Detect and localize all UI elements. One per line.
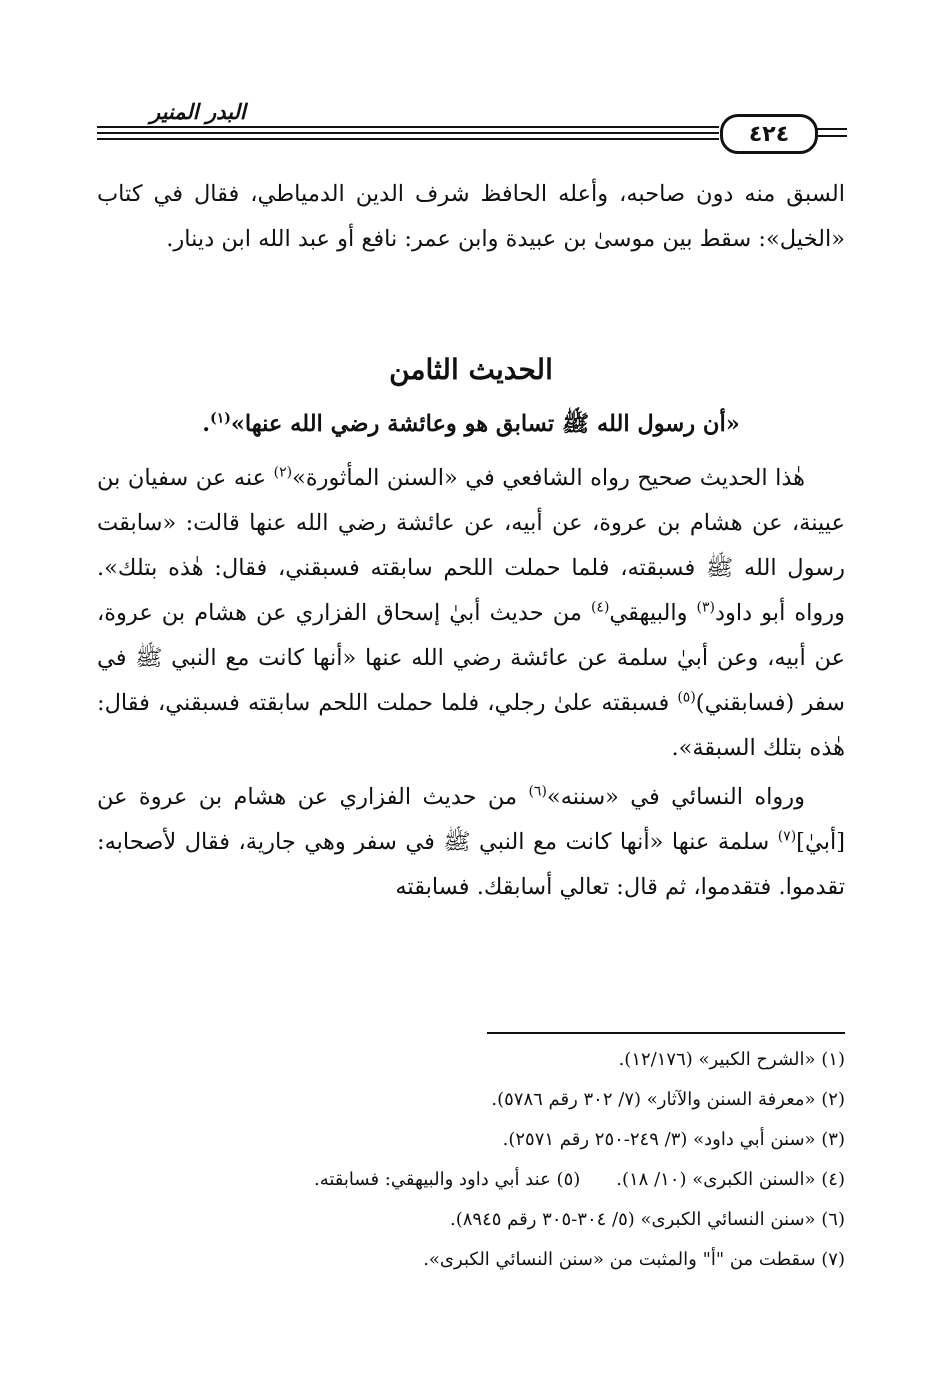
paragraph-2 (97, 775, 845, 910)
text-segment: عنه عن سفيان بن عيينة، عن هشام بن عروة، عن أبيه، عن عائشة رضي الله عنها قالت: «سابقت رسول الله ﷺ فسبقته، فلما حملت اللحم سابقته فسبقني، فقال: هٰذه بتلك». ورواه أبو داود (97, 465, 846, 626)
quote-end: . (202, 411, 211, 437)
footnote-4: (٤) «السنن الكبرى» (١٠/ ١٨). (616, 1169, 845, 1190)
main-text (97, 456, 845, 910)
quote-text: «أن رسول الله ﷺ تسابق هو وعائشة رضي الله عنها» (230, 411, 740, 437)
header-rule-right-bottom (815, 135, 847, 137)
footnote-ref-3: (٣) (696, 599, 715, 616)
footnote-ref-6: (٦) (528, 783, 547, 800)
hadith-quote (97, 402, 845, 447)
text-segment: سلمة عنها «أنها كانت مع النبي ﷺ في سفر وهي جارية، فقال لأصحابه: تقدموا. فتقدموا، ثم قال: تعالي أسابقك. فسابقته (97, 829, 845, 900)
text-segment: من حديث أبيٰ إسحاق الفزاري عن هشام بن عروة، عن أبيه، وعن أبيٰ سلمة عن عائشة رضي الله عنها «أنها كانت مع النبي ﷺ في سفر (فسابقني) (97, 600, 845, 716)
footnotes (97, 1040, 845, 1280)
footnote-6: (٦) «سنن النسائي الكبرى» (٥/ ٣٠٤-٣٠٥ رقم ٨٩٤٥). (450, 1209, 845, 1230)
footnote-row-4-5 (97, 1160, 845, 1200)
footnote-ref-5: (٥) (677, 689, 696, 706)
text-segment: هٰذا الحديث صحيح رواه الشافعي في «السنن المأثورة» (292, 465, 806, 491)
text-segment: والبيهقي (609, 600, 697, 626)
running-header-title: البدر المنير (150, 100, 246, 124)
footnote-separator (487, 1032, 845, 1034)
footnote-ref-4: (٤) (590, 599, 610, 616)
text-segment: من حديث الفزاري عن هشام بن عروة عن [أبيٰ] (97, 784, 845, 855)
footnote-7: (٧) سقطت من "أ" والمثبت من «سنن النسائي الكبرى». (423, 1249, 845, 1270)
header-rule-right-top (815, 128, 847, 130)
page-number (720, 114, 818, 154)
section-heading: الحديث الثامن (389, 353, 553, 386)
text-segment: ورواه النسائي في «سننه» (546, 784, 805, 810)
page-number-text: ٤٢٤ (748, 121, 790, 147)
intro-text: السبق منه دون صاحبه، وأعله الحافظ شرف الدين الدمياطي، فقال في كتاب «الخيل»: سقط بين موسىٰ بن عبيدة وابن عمر: نافع أو عبد الله ابن دينار. (97, 181, 845, 252)
footnote-5: (٥) عند أبي داود والبيهقي: فسابقته. (313, 1169, 581, 1190)
footnote-ref-2: (٢) (273, 464, 293, 481)
header-rule-bottom (97, 138, 719, 140)
header-rule-middle (97, 132, 719, 134)
footnote-ref-1: (١) (210, 410, 231, 427)
footnote-1: (١) «الشرح الكبير» (١٢/١٧٦). (618, 1049, 845, 1070)
footnote-2: (٢) «معرفة السنن والآثار» (٧/ ٣٠٢ رقم ٥٧٨٦). (491, 1089, 845, 1110)
intro-paragraph (97, 172, 845, 262)
paragraph-1 (97, 456, 845, 771)
footnote-3: (٣) «سنن أبي داود» (٣/ ٢٤٩-٢٥٠ رقم ٢٥٧١). (502, 1129, 845, 1150)
footnote-ref-7: (٧) (777, 828, 797, 845)
text-segment: فسبقته علىٰ رجلي، فلما حملت اللحم سابقته فسبقني، فقال: هٰذه بتلك السبقة». (97, 690, 845, 761)
header-rule-top (97, 126, 719, 128)
